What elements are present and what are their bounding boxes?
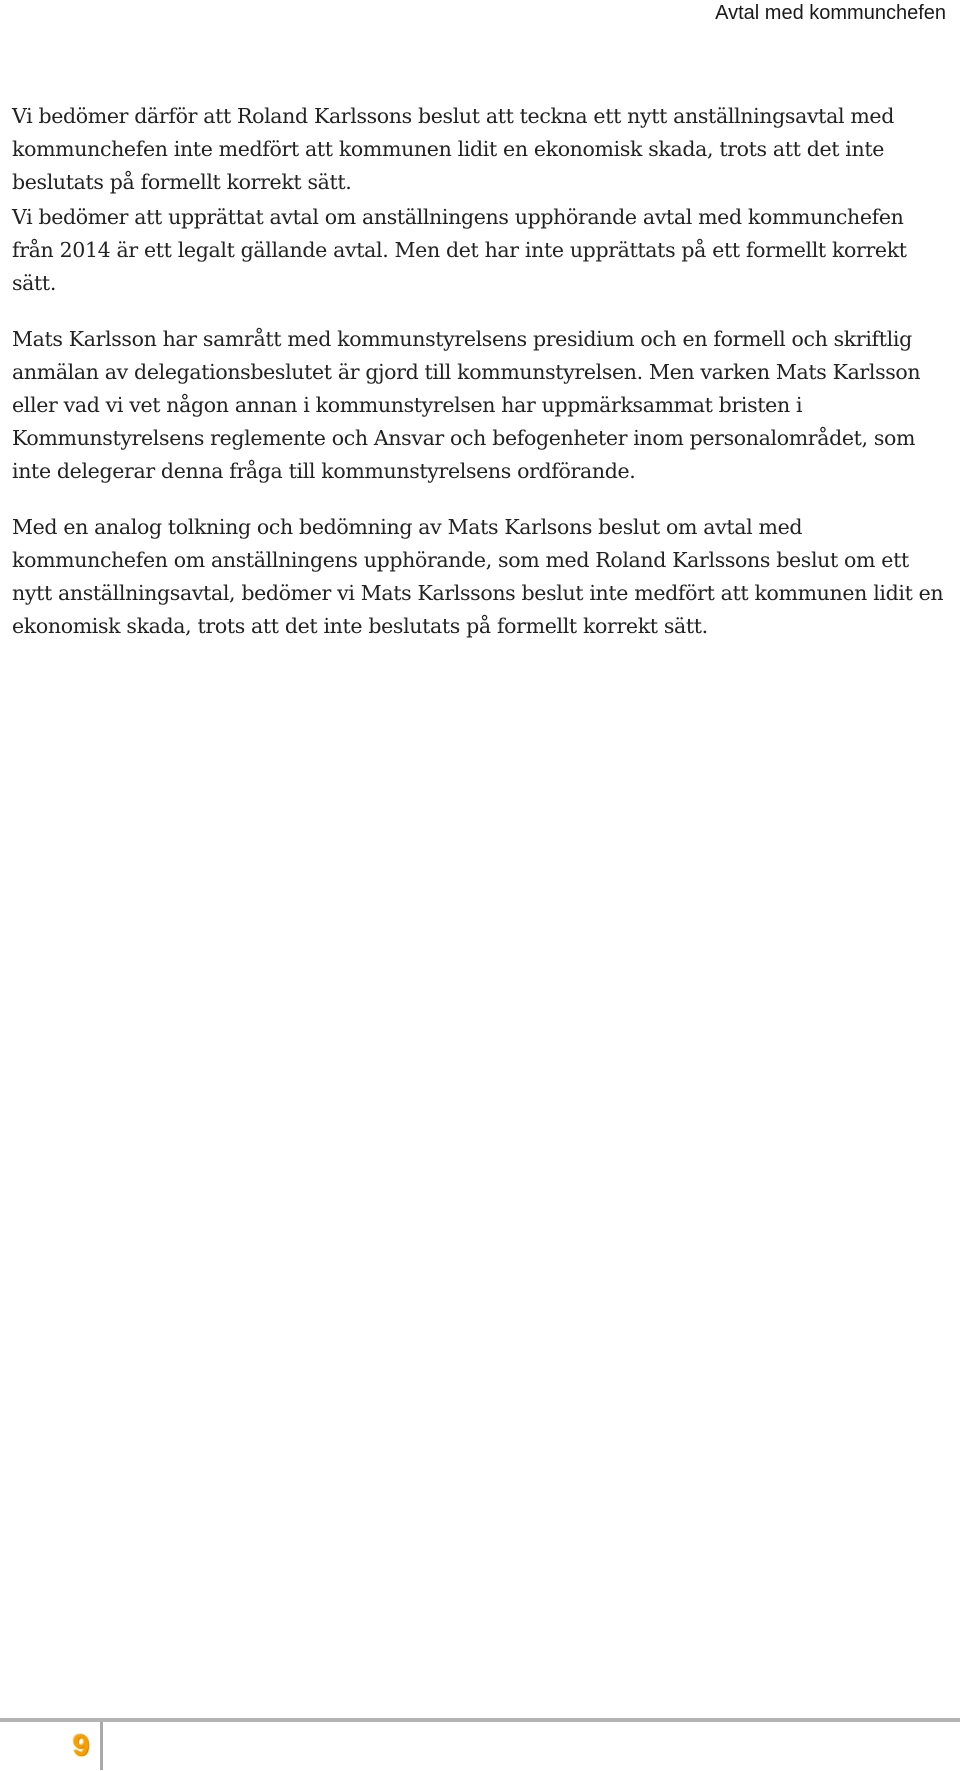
footer-rule xyxy=(0,1718,960,1722)
page-number-divider xyxy=(100,1722,103,1770)
paragraph-2: Vi bedömer att upprättat avtal om anställningens upphörande avtal med kommunchefen från 2014 är ett legalt gällande avtal. Men det har inte upprättats på ett formellt korrekt sätt. xyxy=(12,205,907,295)
page-number: 9 xyxy=(72,1729,90,1762)
paragraph-3: Mats Karlsson har samrått med kommunstyrelsens presidium och en formell och skriftlig anmälan av delegationsbeslutet är gjord till kommunstyrelsen. Men varken Mats Karlsson eller vad vi vet någon annan i kommunstyrelsen har uppmärksammat bristen i Kommunstyrelsens reglemente och Ansvar och befogenheter inom personalområdet, som inte delegerar denna fråga till kommunstyrelsens ordförande. xyxy=(12,327,921,483)
paragraph-4: Med en analog tolkning och bedömning av Mats Karlsons beslut om avtal med kommunchefen om anställningens upphörande, som med Roland Karlssons beslut om ett nytt anställningsavtal, bedömer vi Mats Karlssons beslut inte medfört att kommunen lidit en ekonomisk skada, trots att det inte beslutats på formellt korrekt sätt. xyxy=(12,515,944,638)
document-body xyxy=(12,100,948,666)
paragraph-1: Vi bedömer därför att Roland Karlssons beslut att teckna ett nytt anställningsavtal med kommunchefen inte medfört att kommunen lidit en ekonomisk skada, trots att det inte beslutats på formellt korrekt sätt. xyxy=(12,104,894,194)
running-header: Avtal med kommunchefen xyxy=(715,2,946,24)
